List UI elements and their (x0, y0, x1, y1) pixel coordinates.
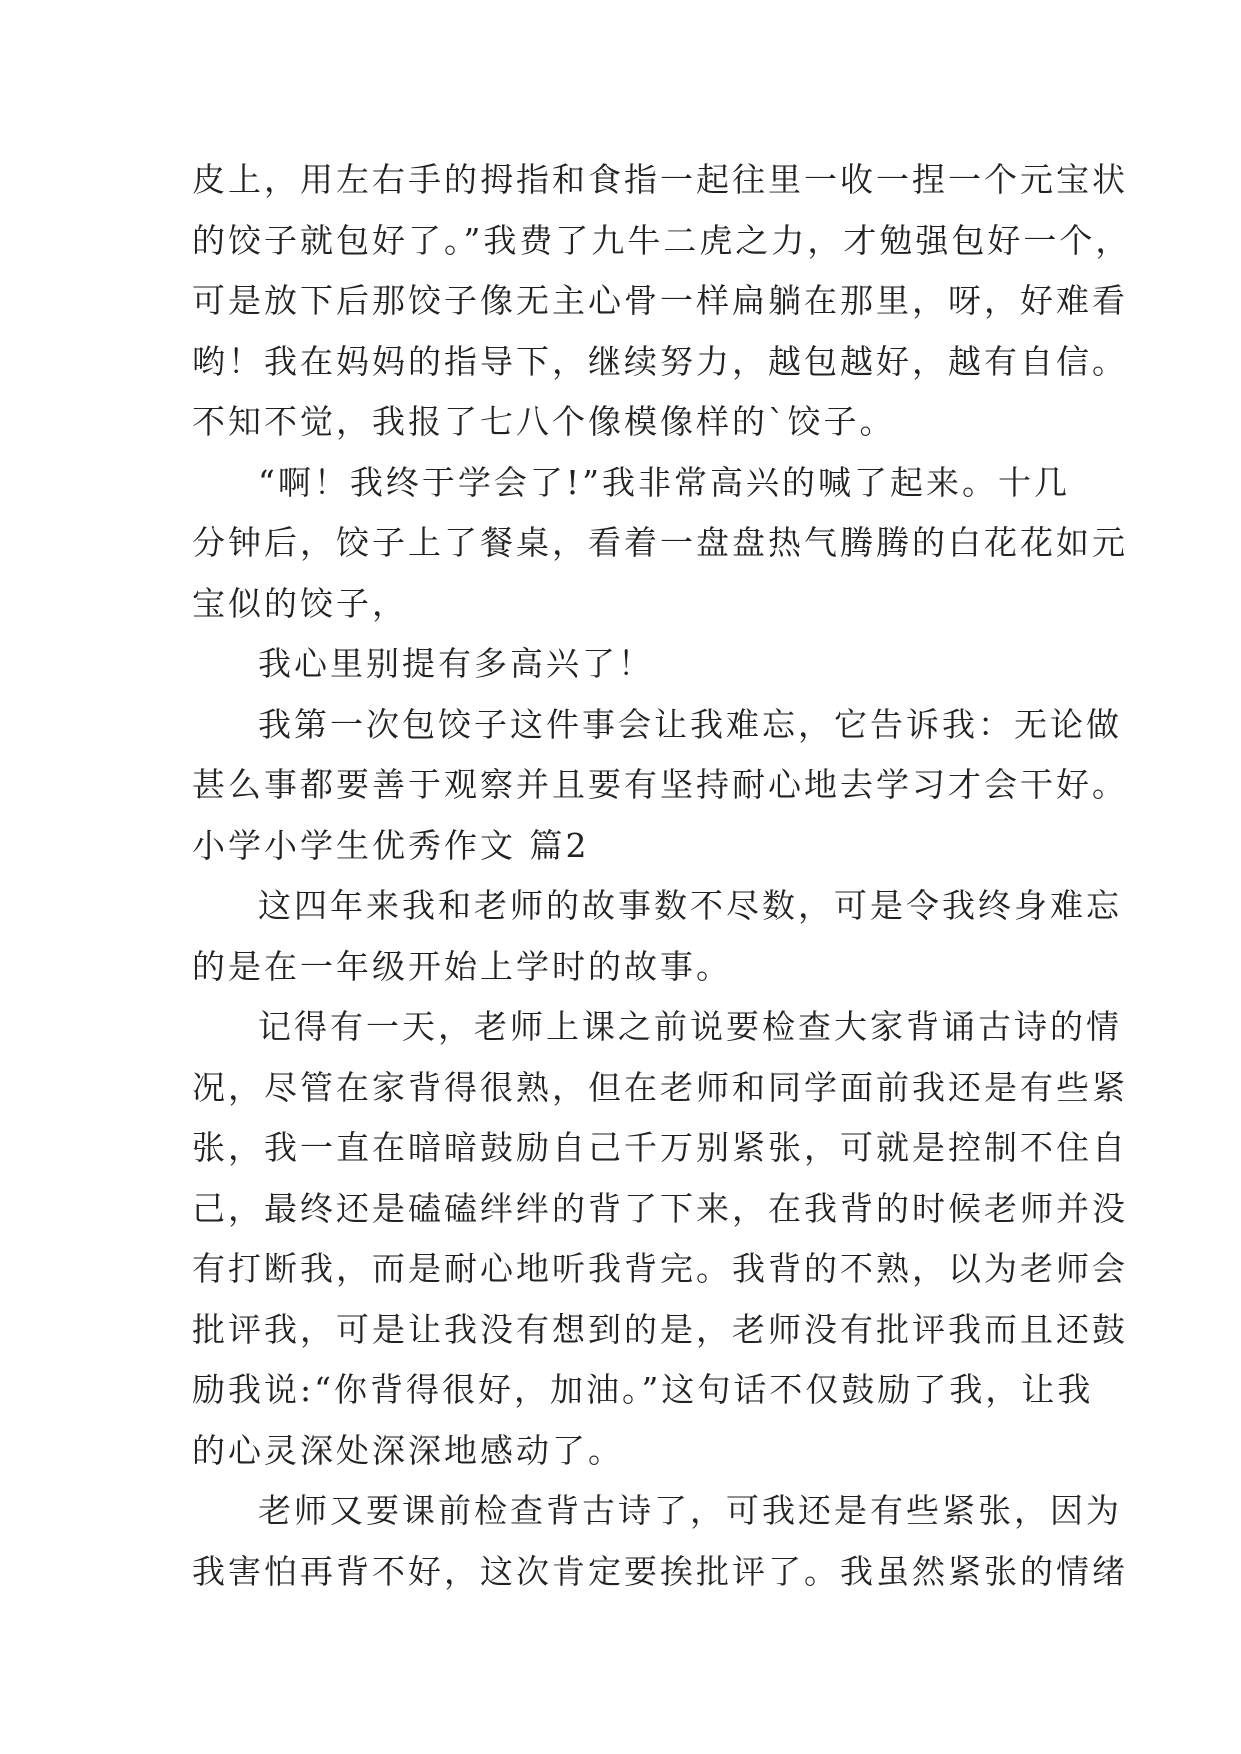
text-line: 记得有一天，老师上课之前说要检查大家背诵古诗的情 (258, 1007, 1122, 1046)
text-line: 我第一次包饺子这件事会让我难忘，它告诉我：无论做 (258, 704, 1122, 744)
paragraph (192, 695, 1128, 816)
text-line: 这四年来我和老师的故事数不尽数，可是令我终身难忘 (258, 886, 1122, 925)
paragraph (192, 997, 1128, 1481)
text-line: 哟！我在妈妈的指导下，继续努力，越包越好，越有自信。 (192, 341, 1128, 381)
text-line: 皮上，用左右手的拇指和食指一起往里一收一捏一个元宝状 (192, 160, 1128, 199)
text-line: 况，尽管在家背得很熟，但在老师和同学面前我还是有些紧 (192, 1067, 1128, 1107)
text-line: 己，最终还是磕磕绊绊的背了下来，在我背的时候老师并没 (192, 1188, 1128, 1228)
text-line: 不知不觉，我报了七八个像模像样的`饺子。 (192, 402, 896, 441)
text-line: 的饺子就包好了。”我费了九牛二虎之力，才勉强包好一个， (192, 220, 1132, 260)
text-line: 小学小学生优秀作文 篇2 (192, 825, 590, 865)
paragraph (192, 876, 1122, 997)
text-line: 我心里别提有多高兴了！ (258, 644, 654, 683)
text-line: 张，我一直在暗暗鼓励自己千万别紧张，可就是控制不住自 (192, 1128, 1128, 1167)
text-line: “啊！我终于学会了!”我非常高兴的喊了起来。十几 (258, 462, 1071, 502)
text-line: 的心灵深处深深地感动了。 (192, 1430, 624, 1470)
text-line: 老师又要课前检查背古诗了，可我还是有些紧张，因为 (258, 1491, 1122, 1530)
paragraph (192, 150, 1132, 453)
text-line: 宝似的饺子， (192, 583, 408, 623)
text-line: 的是在一年级开始上学时的故事。 (192, 946, 732, 986)
document-body (192, 150, 1132, 1602)
text-line: 甚么事都要善于观察并且要有坚持耐心地去学习才会干好。 (192, 765, 1128, 804)
paragraph (192, 453, 1128, 635)
text-line: 分钟后，饺子上了餐桌，看着一盘盘热气腾腾的白花花如元 (192, 523, 1128, 562)
paragraph (192, 634, 1072, 695)
paragraph (192, 816, 1072, 877)
text-line: 有打断我，而是耐心地听我背完。我背的不熟，以为老师会 (192, 1249, 1128, 1288)
paragraph (192, 1481, 1128, 1602)
text-line: 可是放下后那饺子像无主心骨一样扁躺在那里，呀，好难看 (192, 281, 1128, 320)
text-line: 我害怕再背不好，这次肯定要挨批评了。我虽然紧张的情绪 (192, 1551, 1128, 1591)
text-line: 批评我，可是让我没有想到的是，老师没有批评我而且还鼓 (192, 1309, 1128, 1349)
text-line: 励我说:“你背得很好，加油。”这句话不仅鼓励了我，让我 (192, 1370, 1094, 1409)
